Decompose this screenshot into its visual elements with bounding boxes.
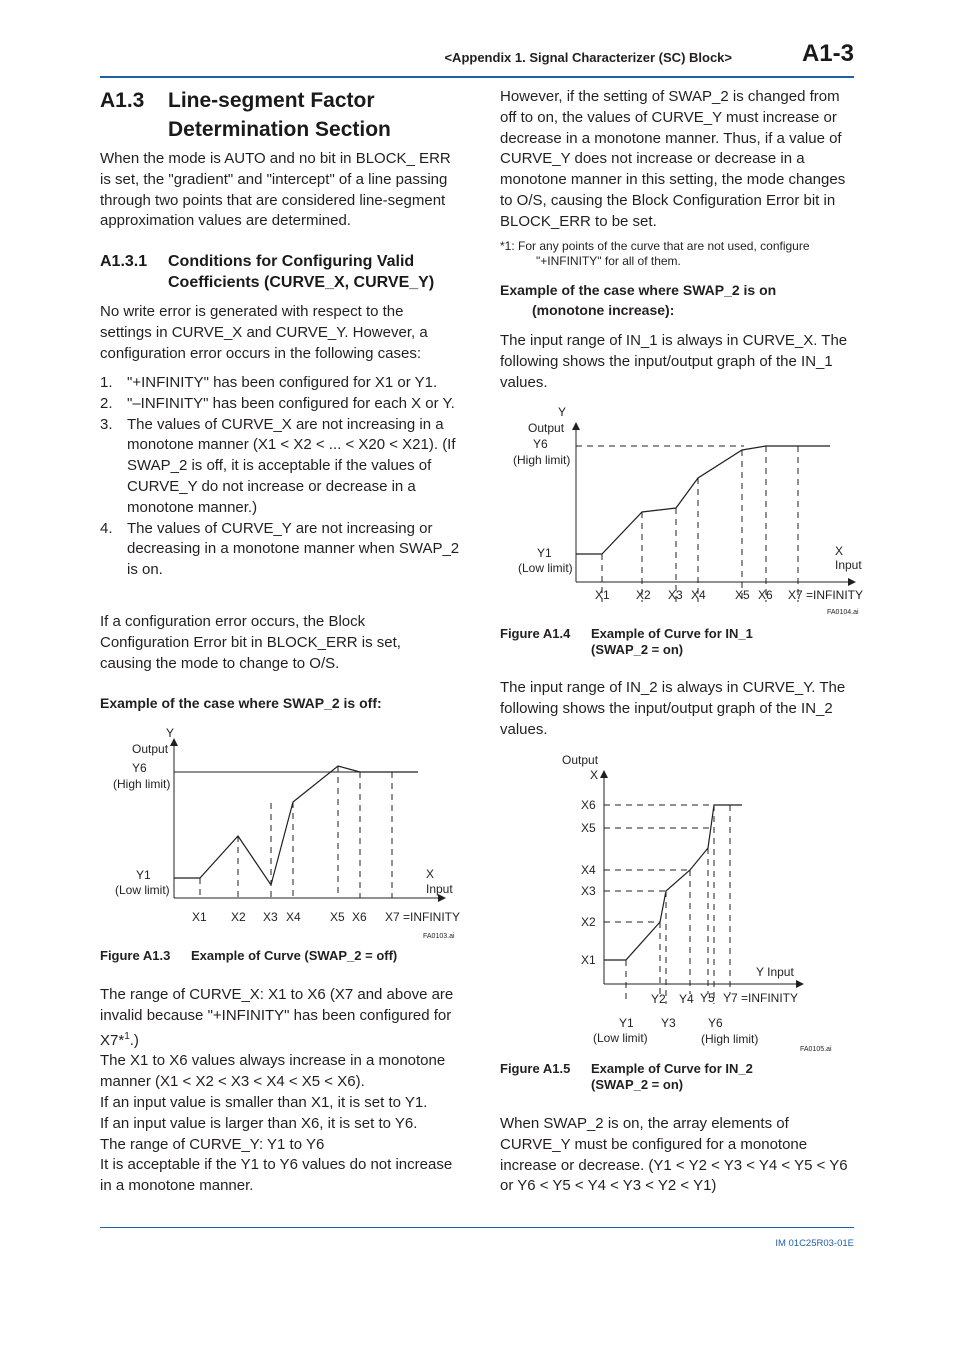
curve-line bbox=[576, 446, 830, 554]
figure-a1-3 bbox=[100, 720, 470, 945]
axis-x-label: X bbox=[426, 867, 435, 881]
footer-rule bbox=[100, 1227, 854, 1228]
x6-label: X6 bbox=[352, 910, 367, 924]
figure-label: Figure A1.4 bbox=[500, 626, 571, 641]
x2-label: X2 bbox=[231, 910, 246, 924]
x2-label: X2 bbox=[636, 588, 651, 602]
section-title: Line-segment Factor Determination Section bbox=[168, 89, 391, 141]
y1-label: Y1 bbox=[136, 868, 151, 882]
subsection-title: Conditions for Configuring Valid Coefficients (CURVE_X, CURVE_Y) bbox=[168, 253, 435, 291]
y7-label: Y7 =INFINITY bbox=[723, 991, 799, 1005]
y1-label: Y1 bbox=[619, 1016, 634, 1030]
x1-label: X1 bbox=[595, 588, 610, 602]
figure-caption-text: Example of Curve (SWAP_2 = off) bbox=[191, 948, 398, 963]
figure-file-label: FA0104.ai bbox=[827, 609, 859, 616]
curve-line bbox=[174, 766, 418, 885]
x6-label: X6 bbox=[758, 588, 773, 602]
dashed-guides bbox=[576, 446, 798, 602]
low-limit-label: (Low limit) bbox=[518, 561, 573, 575]
x4-label: X4 bbox=[581, 863, 596, 877]
axis-x-label: X bbox=[590, 768, 599, 782]
below-x1-text: If an input value is smaller than X1, it is set to Y1. bbox=[100, 1093, 428, 1111]
axis-y-label: Y bbox=[558, 405, 567, 419]
low-limit-label: (Low limit) bbox=[115, 883, 170, 897]
x5-label: X5 bbox=[581, 821, 596, 835]
error-conditions-list bbox=[100, 373, 460, 581]
figure-a1-5 bbox=[500, 748, 854, 1058]
x4-label: X4 bbox=[286, 910, 301, 924]
x3-label: X3 bbox=[263, 910, 278, 924]
axis-x-label: X bbox=[835, 544, 844, 558]
list-item: 4. The values of CURVE_Y are not increasing or decreasing in a monotone manner when SWAP_2 is on. bbox=[100, 519, 460, 579]
footnote: *1: For any points of the curve that are not used, configure "+INFINITY" for all of them. bbox=[500, 239, 810, 268]
example-off-heading: Example of the case where SWAP_2 is off: bbox=[100, 695, 382, 711]
axis-input-label: Input bbox=[426, 882, 453, 896]
y5-label: Y5 bbox=[700, 991, 715, 1005]
y6-label: Y6 bbox=[132, 761, 147, 775]
figure-file-label: FA0103.ai bbox=[423, 933, 455, 940]
conditions-paragraph: No write error is generated with respect to the settings in CURVE_X and CURVE_Y. However, a configuration error occurs in the following cases: bbox=[100, 303, 428, 362]
x6-label: X6 bbox=[581, 798, 596, 812]
axis-output-label: Output bbox=[132, 742, 169, 756]
list-item: 1. "+INFINITY" has been configured for X1 or Y1. bbox=[100, 374, 438, 391]
y4-label: Y4 bbox=[679, 992, 694, 1006]
above-x6-text: If an input value is larger than X6, it is set to Y6. bbox=[100, 1114, 418, 1132]
figure-file-label: FA0105.ai bbox=[800, 1046, 832, 1053]
range-y-text: The range of CURVE_Y: Y1 to Y6 bbox=[100, 1135, 325, 1153]
y6-label: Y6 bbox=[533, 437, 548, 451]
figure-a1-3-caption bbox=[100, 948, 470, 966]
y3-label: Y3 bbox=[661, 1016, 676, 1030]
figure-a1-4-caption bbox=[500, 626, 854, 660]
high-limit-label: (High limit) bbox=[701, 1032, 759, 1046]
list-item: 3. The values of CURVE_X are not increasing in a monotone manner (X1 < X2 < ... < X20 < X21). (If SWAP_2 is off, it is acceptable if the values of CURVE_Y do not increase or decrease in a monotone manner.) bbox=[100, 415, 456, 516]
header-rule bbox=[100, 76, 854, 78]
x4-label: X4 bbox=[691, 588, 706, 602]
figure-a1-5-caption bbox=[500, 1061, 854, 1095]
y1-label: Y1 bbox=[537, 546, 552, 560]
range-paragraph: The range of CURVE_X: X1 to X6 (X7 and above are invalid because "+INFINITY" has been configured for X7*$^1$.) The X1 to X6 values always increase in a monotone manner (X1 < X2 < X3 < X4 < X5 < X6). If an input value is smaller than X1, it is set to Y1. If an input value is larger than X6, it is set to Y6. The range of CURVE_Y: Y1 to Y6 It is acceptable if the Y1 to Y6 values do not increase in a monotone manner. bbox=[100, 985, 460, 1197]
figure-caption-text: Example of Curve for IN_1 (SWAP_2 = on) bbox=[591, 626, 753, 657]
monotone-text: The X1 to X6 values always increase in a monotone manner (X1 < X2 < X3 < X4 < X5 < X6). bbox=[100, 1052, 446, 1091]
x3-label: X3 bbox=[581, 884, 596, 898]
running-header: <Appendix 1. Signal Characterizer (SC) Block> bbox=[444, 50, 732, 65]
y6-label: Y6 bbox=[708, 1016, 723, 1030]
y-acceptable-text: It is acceptable if the Y1 to Y6 values do not increase in a monotone manner. bbox=[100, 1156, 453, 1195]
y2-label: Y2 bbox=[651, 992, 666, 1006]
x5-label: X5 bbox=[330, 910, 345, 924]
high-limit-label: (High limit) bbox=[513, 453, 571, 467]
x7-label: X7 =INFINITY bbox=[385, 910, 461, 924]
figure-a1-4 bbox=[500, 400, 870, 622]
figure-label: Figure A1.5 bbox=[500, 1061, 571, 1076]
x2-label: X2 bbox=[581, 915, 596, 929]
axis-output-label: Output bbox=[562, 753, 599, 767]
in1-paragraph: The input range of IN_1 is always in CURVE_X. The following shows the input/output graph of the IN_1 values. bbox=[500, 332, 848, 391]
section-number: A1.3 bbox=[100, 89, 145, 112]
dashed-guides bbox=[200, 766, 392, 898]
swap-paragraph: However, if the setting of SWAP_2 is changed from off to on, the values of CURVE_Y must increase or decrease in a monotone manner. Thus, if a value of CURVE_Y does not increase or decrease in a monotone manner in this setting, the mode changes to O/S, causing the Block Configuration Error bit in BLOCK_ERR to be set. bbox=[500, 88, 846, 230]
page-number: A1-3 bbox=[801, 40, 854, 67]
swap-on-paragraph: When SWAP_2 is on, the array elements of CURVE_Y must be configured for a monotone increase or decrease. (Y1 < Y2 < Y3 < Y4 < Y5 < Y6 or Y6 < Y5 < Y4 < Y3 < Y2 < Y1) bbox=[500, 1115, 848, 1195]
axis-y-label: Y bbox=[166, 726, 175, 740]
x1-label: X1 bbox=[192, 910, 207, 924]
figure-caption-text: Example of Curve for IN_2 (SWAP_2 = on) bbox=[591, 1061, 753, 1092]
axis-output-label: Output bbox=[528, 421, 565, 435]
figure-label: Figure A1.3 bbox=[100, 948, 171, 963]
axis-y-input-label: Y Input bbox=[756, 965, 794, 979]
x3-label: X3 bbox=[668, 588, 683, 602]
in2-paragraph: The input range of IN_2 is always in CURVE_Y. The following shows the input/output graph of the IN_2 values. bbox=[500, 679, 846, 738]
x5-label: X5 bbox=[735, 588, 750, 602]
x7-label: X7 =INFINITY bbox=[788, 588, 864, 602]
axis-input-label: Input bbox=[835, 558, 862, 572]
list-item: 2. "–INFINITY" has been configured for each X or Y. bbox=[100, 394, 455, 412]
config-error-paragraph: If a configuration error occurs, the Block Configuration Error bit in BLOCK_ERR is set, causing the mode to change to O/S. bbox=[100, 613, 401, 672]
intro-paragraph: When the mode is AUTO and no bit in BLOCK_ ERR is set, the "gradient" and "intercept" of a line passing through two points that are considered line-segment approximation values are determined. bbox=[100, 150, 451, 230]
example-on-heading: Example of the case where SWAP_2 is on (monotone increase): bbox=[500, 282, 777, 318]
x1-label: X1 bbox=[581, 953, 596, 967]
dashed-guides bbox=[604, 805, 742, 1004]
high-limit-label: (High limit) bbox=[113, 777, 171, 791]
subsection-number: A1.3.1 bbox=[100, 253, 148, 270]
document-id: IM 01C25R03-01E bbox=[775, 1238, 854, 1249]
low-limit-label: (Low limit) bbox=[593, 1031, 648, 1045]
